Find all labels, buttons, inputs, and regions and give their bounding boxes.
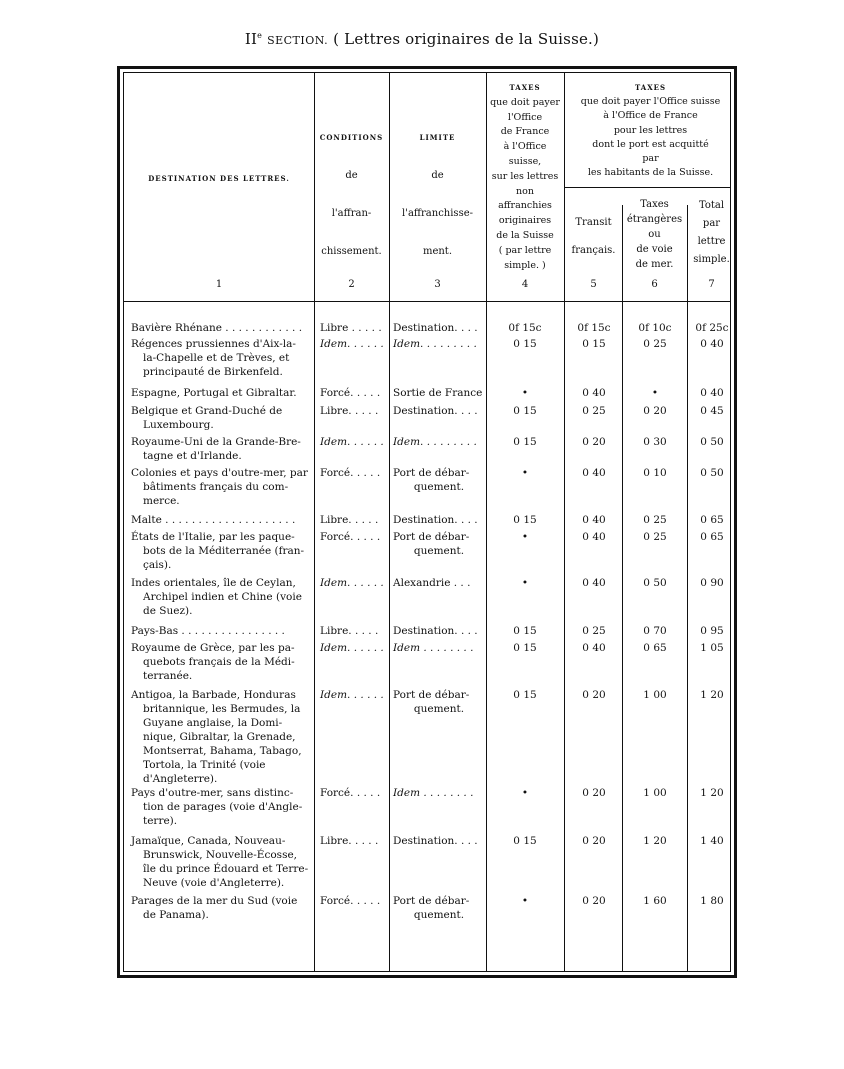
- destination-cell: [131, 786, 311, 828]
- col2-line: de: [345, 170, 358, 181]
- taxes-etrangeres: 1 60: [643, 895, 667, 907]
- conditions-cell: Forcé. . . . .: [320, 387, 381, 399]
- limit-cell: [393, 786, 485, 800]
- destination-cell: [131, 576, 311, 618]
- destination-line: Bavière Rhénane . . . . . . . . . . . .: [131, 322, 303, 334]
- col4-line: l'Office: [507, 111, 543, 123]
- limit-cell: [393, 624, 485, 638]
- limit-line: quement.: [413, 703, 465, 715]
- transit-francais: 0 20: [582, 689, 606, 701]
- col2-line: chissement.: [321, 246, 382, 257]
- col4-line: originaires: [498, 215, 552, 227]
- col7-header: [687, 197, 736, 269]
- limit-cell: [393, 321, 485, 335]
- conditions-cell: Libre. . . . .: [320, 514, 379, 526]
- taxes-etrangeres: 0f 10c: [638, 322, 672, 334]
- group-line: les habitants de la Suisse.: [587, 167, 714, 179]
- destination-line: Pays-Bas . . . . . . . . . . . . . . . .: [131, 625, 285, 637]
- destination-line: britannique, les Bermudes, la: [143, 703, 301, 715]
- limit-line: quement.: [413, 481, 465, 493]
- limit-cell: [393, 435, 485, 449]
- conditions-cell: Forcé. . . . .: [320, 531, 381, 543]
- tax-office-france: 0 15: [513, 405, 537, 417]
- table-frame: [117, 66, 737, 978]
- col4-line: TAXES: [509, 83, 541, 92]
- tax-office-france: •: [521, 387, 529, 399]
- destination-line: Parages de la mer du Sud (voie: [131, 895, 298, 907]
- conditions-cell: Idem. . . . . .: [320, 577, 384, 589]
- col6-line: ou: [648, 229, 661, 240]
- limit-line: Port de débar-: [393, 467, 470, 479]
- col4-line: de France: [500, 126, 550, 138]
- destination-line: çais).: [143, 559, 172, 571]
- title-rest: ( Lettres originaires de la Suisse.): [333, 30, 600, 48]
- tax-office-france: •: [521, 895, 529, 907]
- conditions-cell: Libre. . . . .: [320, 835, 379, 847]
- taxes-etrangeres: 0 70: [643, 625, 667, 637]
- conditions-cell: Libre. . . . .: [320, 405, 379, 417]
- total-lettre-simple: 0 95: [700, 625, 724, 637]
- destination-line: Jamaïque, Canada, Nouveau-: [131, 835, 286, 847]
- destination-line: bâtiments français du com-: [143, 481, 289, 493]
- taxes-etrangeres: 0 25: [643, 338, 667, 350]
- limit-line: Destination. . . .: [393, 322, 478, 334]
- transit-francais: 0 15: [582, 338, 606, 350]
- col7-line: par: [702, 218, 721, 229]
- destination-line: Colonies et pays d'outre-mer, par: [131, 467, 308, 479]
- tax-office-france: •: [521, 467, 529, 479]
- destination-line: bots de la Méditerranée (fran-: [143, 545, 305, 557]
- col5-line: Transit: [575, 217, 612, 228]
- taxes-etrangeres: 0 20: [643, 405, 667, 417]
- destination-line: d'Angleterre).: [143, 773, 218, 785]
- tax-office-france: 0 15: [513, 436, 537, 448]
- destination-cell: [131, 321, 311, 335]
- col-rule: [564, 73, 565, 971]
- destination-line: Guyane anglaise, la Domi-: [143, 717, 283, 729]
- col7-line: lettre: [697, 236, 726, 247]
- col6-header: [622, 197, 687, 272]
- col-number: 3: [434, 279, 441, 290]
- conditions-cell: Idem. . . . . .: [320, 689, 384, 701]
- col-number: 5: [590, 279, 597, 290]
- tax-office-france: 0 15: [513, 642, 537, 654]
- limit-cell: [393, 337, 485, 351]
- col4-line: affranchies: [498, 200, 552, 212]
- group-line: dont le port est acquitté: [592, 138, 709, 150]
- limit-cell: [393, 513, 485, 527]
- col-number: 1: [215, 279, 223, 290]
- destination-line: de Panama).: [143, 909, 209, 921]
- destination-cell: [131, 624, 311, 638]
- destination-line: terre).: [143, 815, 178, 827]
- limit-line: Destination. . . .: [393, 835, 478, 847]
- destination-cell: [131, 894, 311, 922]
- group-line: que doit payer l'Office suisse: [580, 96, 721, 108]
- transit-francais: 0f 15c: [577, 322, 611, 334]
- destination-line: Malte . . . . . . . . . . . . . . . . . . . .: [131, 514, 296, 526]
- total-lettre-simple: 0 65: [700, 531, 724, 543]
- col7-line: Total: [698, 200, 725, 211]
- total-lettre-simple: 0f 25c: [695, 322, 729, 334]
- col2-line: CONDITIONS: [319, 133, 384, 142]
- total-lettre-simple: 0 50: [700, 436, 724, 448]
- limit-line: Idem. . . . . . . . .: [393, 338, 477, 350]
- col2-header: [314, 119, 389, 271]
- conditions-cell: Forcé. . . . .: [320, 467, 381, 479]
- transit-francais: 0 25: [582, 625, 606, 637]
- limit-cell: [393, 834, 485, 848]
- destination-line: principauté de Birkenfeld.: [143, 366, 283, 378]
- limit-cell: [393, 404, 485, 418]
- destination-cell: [131, 466, 311, 508]
- destination-line: Belgique et Grand-Duché de: [131, 405, 283, 417]
- total-lettre-simple: 0 65: [700, 514, 724, 526]
- tax-office-france: •: [521, 787, 529, 799]
- tax-office-france: •: [521, 531, 529, 543]
- destination-cell: [131, 834, 311, 890]
- col4-line: suisse,: [508, 155, 542, 167]
- limit-line: Destination. . . .: [393, 625, 478, 637]
- transit-francais: 0 20: [582, 895, 606, 907]
- limit-line: quement.: [413, 909, 465, 921]
- destination-line: Tortola, la Trinité (voie: [143, 759, 266, 771]
- taxes-etrangeres: •: [651, 387, 659, 399]
- destination-line: Royaume-Uni de la Grande-Bre-: [131, 436, 301, 448]
- tax-office-france: •: [521, 577, 529, 589]
- limit-cell: [393, 386, 485, 400]
- total-lettre-simple: 1 05: [700, 642, 724, 654]
- destination-line: merce.: [143, 495, 180, 507]
- tax-office-france: 0 15: [513, 835, 537, 847]
- col6-line: de mer.: [635, 259, 674, 270]
- destination-line: Montserrat, Bahama, Tabago,: [143, 745, 302, 757]
- taxes-etrangeres: 1 00: [643, 787, 667, 799]
- destination-line: Indes orientales, île de Ceylan,: [131, 577, 296, 589]
- col4-line: que doit payer: [490, 96, 560, 108]
- limit-line: Destination. . . .: [393, 514, 478, 526]
- destination-cell: [131, 404, 311, 432]
- header-rule: [124, 301, 730, 302]
- col4-line: de la Suisse: [496, 229, 554, 241]
- total-lettre-simple: 0 45: [700, 405, 724, 417]
- taxes-etrangeres: 1 00: [643, 689, 667, 701]
- col4-line: à l'Office: [503, 141, 547, 153]
- destination-line: Archipel indien et Chine (voie: [143, 591, 302, 603]
- limit-line: quement.: [413, 545, 465, 557]
- limit-line: Idem . . . . . . . .: [393, 787, 474, 799]
- conditions-cell: Idem. . . . . .: [320, 642, 384, 654]
- destination-line: île du prince Édouard et Terre-: [143, 863, 309, 875]
- total-lettre-simple: 1 20: [700, 787, 724, 799]
- page-title: IIe SECTION. ( Lettres originaires de la Suisse.): [244, 30, 600, 48]
- taxes-etrangeres: 0 25: [643, 531, 667, 543]
- title-prefix: II: [244, 30, 258, 48]
- limit-cell: [393, 641, 485, 655]
- destination-line: Espagne, Portugal et Gibraltar.: [131, 387, 297, 399]
- limit-line: Port de débar-: [393, 531, 470, 543]
- destination-line: la-Chapelle et de Trèves, et: [143, 352, 290, 364]
- limit-line: Sortie de France: [393, 387, 483, 399]
- limit-line: Alexandrie . . .: [393, 577, 471, 589]
- conditions-cell: Forcé. . . . .: [320, 787, 381, 799]
- col6-line: étrangères: [626, 214, 683, 225]
- transit-francais: 0 20: [582, 436, 606, 448]
- tax-office-france: 0 15: [513, 689, 537, 701]
- transit-francais: 0 40: [582, 642, 606, 654]
- taxes-etrangeres: 0 10: [643, 467, 667, 479]
- limit-cell: [393, 530, 485, 558]
- limit-line: Port de débar-: [393, 689, 470, 701]
- limit-line: Port de débar-: [393, 895, 470, 907]
- destination-line: terranée.: [143, 670, 193, 682]
- destination-line: Brunswick, Nouvelle-Écosse,: [143, 849, 298, 861]
- destination-line: de Suez).: [143, 605, 193, 617]
- destination-cell: [131, 530, 311, 572]
- col-number: 2: [348, 279, 355, 290]
- destination-cell: [131, 641, 311, 683]
- col-number: 6: [651, 279, 658, 290]
- col4-header: [486, 81, 564, 273]
- destination-line: Pays d'outre-mer, sans distinc-: [131, 787, 294, 799]
- limit-line: Idem . . . . . . . .: [393, 642, 474, 654]
- group-line: par: [642, 153, 659, 165]
- total-lettre-simple: 0 90: [700, 577, 724, 589]
- destination-line: États de l'Italie, par les paque-: [131, 531, 295, 543]
- col6-line: de voie: [636, 244, 673, 255]
- transit-francais: 0 20: [582, 787, 606, 799]
- destination-cell: [131, 337, 311, 379]
- group-header: [565, 81, 736, 180]
- tax-office-france: 0f 15c: [508, 322, 542, 334]
- col4-line: simple. ): [504, 259, 546, 271]
- taxes-etrangeres: 0 30: [643, 436, 667, 448]
- group-rule: [565, 187, 730, 188]
- transit-francais: 0 20: [582, 835, 606, 847]
- conditions-cell: Idem. . . . . .: [320, 338, 384, 350]
- total-lettre-simple: 0 40: [700, 338, 724, 350]
- tax-office-france: 0 15: [513, 625, 537, 637]
- col3-line: de: [431, 170, 444, 181]
- conditions-cell: Libre. . . . .: [320, 625, 379, 637]
- destination-cell: [131, 688, 311, 786]
- col3-line: ment.: [422, 246, 453, 257]
- destination-line: Luxembourg.: [143, 419, 214, 431]
- group-line: TAXES: [634, 83, 667, 92]
- taxes-etrangeres: 0 25: [643, 514, 667, 526]
- taxes-etrangeres: 1 20: [643, 835, 667, 847]
- title-section: SECTION.: [267, 34, 329, 47]
- col1-header: DESTINATION DES LETTRES.: [148, 174, 290, 183]
- limit-cell: [393, 688, 485, 716]
- col4-line: non: [516, 185, 534, 197]
- conditions-cell: Idem. . . . . .: [320, 436, 384, 448]
- col7-line: simple.: [693, 254, 730, 265]
- destination-line: Antigoa, la Barbade, Honduras: [131, 689, 296, 701]
- taxes-etrangeres: 0 65: [643, 642, 667, 654]
- group-line: à l'Office de France: [603, 110, 698, 122]
- destination-line: Régences prussiennes d'Aix-la-: [131, 338, 296, 350]
- table: [123, 72, 731, 972]
- destination-cell: [131, 435, 311, 463]
- transit-francais: 0 40: [582, 467, 606, 479]
- transit-francais: 0 25: [582, 405, 606, 417]
- taxes-etrangeres: 0 50: [643, 577, 667, 589]
- destination-line: Neuve (voie d'Angleterre).: [143, 877, 285, 889]
- destination-line: nique, Gibraltar, la Grenade,: [143, 731, 296, 743]
- destination-cell: [131, 386, 311, 400]
- group-line: pour les lettres: [613, 124, 688, 136]
- destination-cell: [131, 513, 311, 527]
- limit-cell: [393, 894, 485, 922]
- col3-line: LIMITE: [419, 133, 456, 142]
- transit-francais: 0 40: [582, 387, 606, 399]
- col4-line: ( par lettre: [498, 244, 552, 256]
- limit-line: Destination. . . .: [393, 405, 478, 417]
- total-lettre-simple: 0 40: [700, 387, 724, 399]
- transit-francais: 0 40: [582, 531, 606, 543]
- col5-line: français.: [571, 245, 616, 256]
- col3-header: [389, 119, 486, 271]
- transit-francais: 0 40: [582, 577, 606, 589]
- tax-office-france: 0 15: [513, 514, 537, 526]
- total-lettre-simple: 1 80: [700, 895, 724, 907]
- col2-line: l'affran-: [331, 208, 372, 219]
- destination-line: tion de parages (voie d'Angle-: [143, 801, 303, 813]
- col-number: 4: [521, 279, 529, 290]
- limit-line: Idem. . . . . . . . .: [393, 436, 477, 448]
- total-lettre-simple: 0 50: [700, 467, 724, 479]
- col-number: 7: [708, 279, 715, 290]
- limit-cell: [393, 466, 485, 494]
- col6-line: Taxes: [640, 199, 669, 210]
- conditions-cell: Forcé. . . . .: [320, 895, 381, 907]
- total-lettre-simple: 1 40: [700, 835, 724, 847]
- destination-line: Royaume de Grèce, par les pa-: [131, 642, 295, 654]
- transit-francais: 0 40: [582, 514, 606, 526]
- col3-line: l'affranchisse-: [402, 208, 473, 219]
- conditions-cell: Libre . . . . .: [320, 322, 382, 334]
- col4-line: sur les lettres: [491, 170, 559, 182]
- tax-office-france: 0 15: [513, 338, 537, 350]
- limit-cell: [393, 576, 485, 590]
- destination-line: quebots français de la Médi-: [143, 656, 295, 668]
- destination-line: tagne et d'Irlande.: [143, 450, 242, 462]
- col5-header: [565, 209, 622, 265]
- total-lettre-simple: 1 20: [700, 689, 724, 701]
